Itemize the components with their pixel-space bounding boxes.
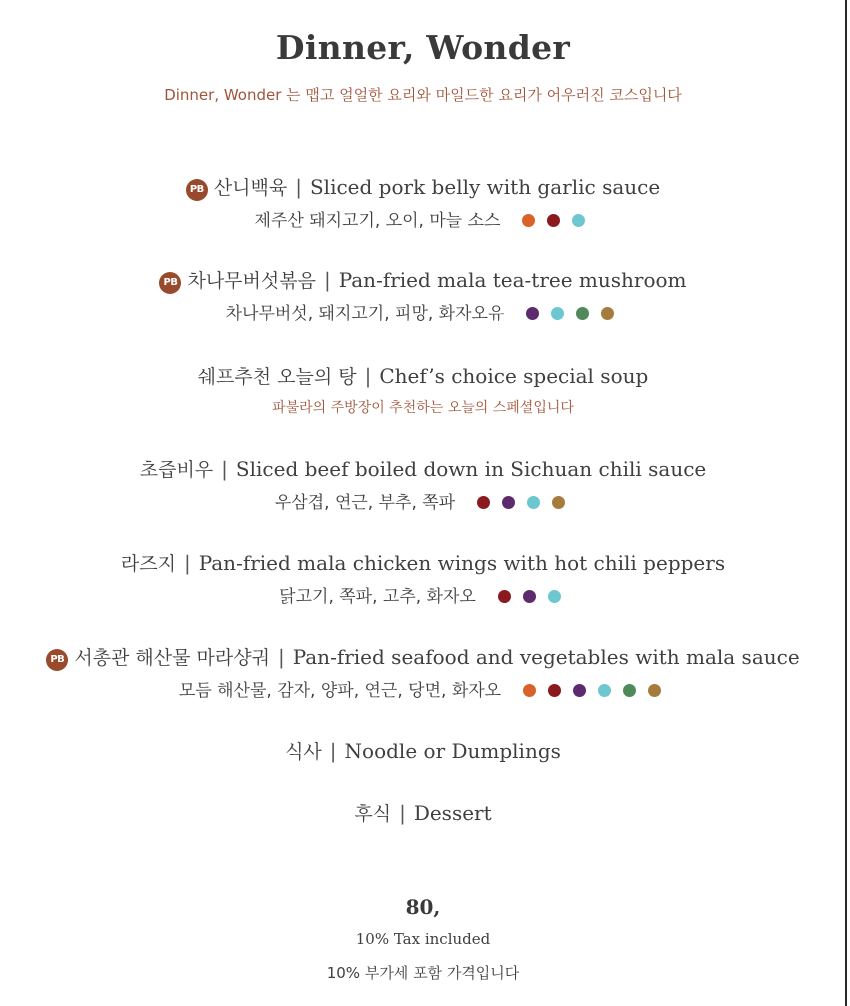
pb-badge-icon: PB	[159, 272, 181, 294]
flavor-dots	[471, 492, 571, 512]
course-note	[0, 397, 846, 417]
course-name-english: Sliced beef boiled down in Sichuan chili sauce	[235, 457, 707, 481]
course-name-korean: 쉐프추천 오늘의 탕	[197, 366, 357, 388]
separator: |	[221, 457, 228, 481]
flavor-dot-icon	[523, 684, 536, 697]
course-ingredients-row	[0, 206, 846, 231]
flavor-dot-icon	[623, 684, 636, 697]
flavor-dot-icon	[477, 496, 490, 509]
course-ingredients-row	[0, 676, 846, 701]
course-name-english: Chef’s choice special soup	[379, 364, 649, 388]
course-item	[0, 737, 846, 764]
course-ingredients: 제주산 돼지고기, 오이, 마늘 소스	[254, 211, 501, 231]
course-name-korean: 차나무버섯볶음	[187, 270, 316, 292]
course-ingredients: 우삼겹, 연근, 부추, 쪽파	[274, 493, 456, 513]
pb-badge-icon: PB	[46, 649, 68, 671]
flavor-dot-icon	[573, 684, 586, 697]
flavor-dot-icon	[552, 496, 565, 509]
flavor-dot-icon	[527, 496, 540, 509]
course-item	[0, 362, 846, 389]
flavor-dot-icon	[522, 214, 535, 227]
course-name-korean: 산니백육	[213, 177, 288, 199]
menu-subtitle: Dinner, Wonder 는 맵고 얼얼한 요리와 마일드한 요리가 어우러진 코스입니다	[164, 86, 682, 104]
flavor-dot-icon	[547, 214, 560, 227]
course-ingredients: 닭고기, 쪽파, 고추, 화자오	[279, 587, 476, 607]
course-ingredients-row	[0, 488, 846, 513]
flavor-dot-icon	[598, 684, 611, 697]
flavor-dots	[516, 210, 591, 230]
course-ingredients: 차나무버섯, 돼지고기, 피망, 화자오유	[225, 304, 505, 324]
course-name-english: Pan-fried mala chicken wings with hot chili peppers	[198, 551, 726, 575]
flavor-dot-icon	[648, 684, 661, 697]
price: 80,	[405, 895, 441, 919]
separator: |	[183, 551, 191, 575]
course-note-text: 파불라의 주방장이 추천하는 오늘의 스페셜입니다	[272, 400, 574, 416]
separator: |	[323, 268, 331, 292]
course-name-korean: 라즈지	[120, 553, 176, 575]
flavor-dot-icon	[502, 496, 515, 509]
flavor-dot-icon	[548, 590, 561, 603]
flavor-dots	[520, 303, 620, 323]
flavor-dots	[492, 586, 567, 606]
flavor-dot-icon	[498, 590, 511, 603]
course-name-korean: 초즙비우	[139, 459, 214, 481]
flavor-dot-icon	[572, 214, 585, 227]
flavor-dot-icon	[526, 307, 539, 320]
flavor-dot-icon	[576, 307, 589, 320]
course-item	[0, 173, 846, 201]
separator: |	[277, 645, 285, 669]
course-name-english: Sliced pork belly with garlic sauce	[309, 175, 661, 199]
course-ingredients-row	[0, 582, 846, 607]
course-ingredients: 모듬 해산물, 감자, 양파, 연근, 당면, 화자오	[178, 681, 502, 701]
separator: |	[295, 175, 302, 199]
course-name-english: Dessert	[413, 801, 492, 825]
course-name-english: Pan-fried mala tea-tree mushroom	[338, 268, 687, 292]
menu-title: Dinner, Wonder	[275, 28, 571, 67]
flavor-dot-icon	[601, 307, 614, 320]
separator: |	[329, 739, 337, 763]
course-item	[0, 549, 846, 576]
page-edge-divider	[845, 0, 847, 1006]
course-item	[0, 643, 846, 671]
course-item	[0, 799, 846, 826]
flavor-dot-icon	[523, 590, 536, 603]
course-name-english: Pan-fried seafood and vegetables with mala sauce	[292, 645, 800, 669]
flavor-dot-icon	[551, 307, 564, 320]
course-name-korean: 후식	[354, 803, 392, 825]
separator: |	[399, 801, 406, 825]
course-item	[0, 455, 846, 482]
course-name-english: Noodle or Dumplings	[344, 739, 561, 763]
separator: |	[364, 364, 372, 388]
tax-note-korean: 10% 부가세 포함 가격입니다	[326, 964, 520, 982]
course-ingredients-row	[0, 299, 846, 324]
flavor-dots	[517, 680, 667, 700]
tax-note-english: 10% Tax included	[355, 930, 491, 948]
pb-badge-icon: PB	[186, 179, 208, 201]
course-name-korean: 식사	[285, 741, 322, 763]
flavor-dot-icon	[548, 684, 561, 697]
course-item	[0, 266, 846, 294]
course-name-korean: 서총관 해산물 마라샹궈	[74, 647, 270, 669]
